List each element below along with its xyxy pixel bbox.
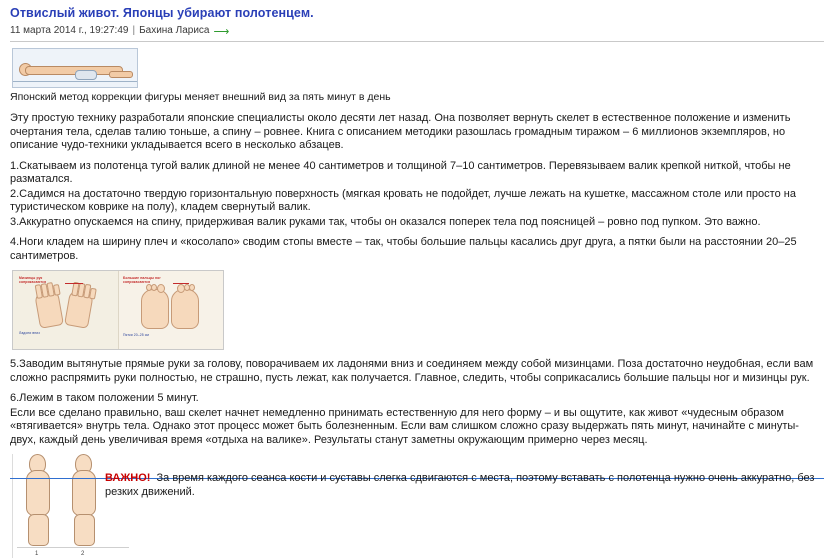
hands-blue-annotation: Ладони вниз	[19, 331, 40, 335]
paragraph-step-4: 4.Ноги кладем на ширину плеч и «косолапо» сводим стопы вместе – так, чтобы большие пальцы касались друг друга, а пятки были на расстоянии 20–25 сантиметров.	[10, 236, 797, 262]
paragraph-outro: Если все сделано правильно, ваш скелет начнет немедленно принимать естественную для него форму – и вы ощутите, как живот «чудесным образом «втягивается» внутрь тела. Однако этот процесс может быть болезненным. Если вам слишком сложно сразу выдержать пять минут, начинайте с минуты-двух, каждый день увеличивая время «отдыха на валике». Результаты станут заметны окружающим примерно через месяц.	[10, 406, 799, 446]
paragraph-step-6: 6.Лежим в таком положении 5 минут.	[10, 392, 199, 404]
legs-shape	[74, 514, 95, 546]
important-badge: ВАЖНО!	[105, 472, 151, 484]
arrow-right-icon[interactable]: ⟶	[213, 25, 230, 38]
figure-caption: Японский метод коррекции фигуры меняет внешний вид за пять минут в день	[10, 91, 391, 103]
post-author: Бахина Лариса	[139, 25, 210, 36]
paragraph-intro: Эту простую технику разработали японские специалисты около десяти лет назад. Она позволяет вернуть скелет в естественное положение и изменить очертания тела, сделав талию тоньше, а спину – ровнее. Книга с описанием методики разошлась громадным тиражом – 6 миллионов экземпляров, но описание чудо-техники укладывается всего в несколько абзацев.	[10, 112, 791, 151]
page-title: Отвислый живот. Японцы убирают полотенцем.	[10, 6, 314, 20]
figure-label-right: 2	[81, 551, 85, 557]
annotation-leader-line	[173, 283, 189, 284]
hands-red-annotation: Мизинцы рук соприкасаются	[19, 276, 47, 285]
legs-shape	[28, 514, 49, 546]
feet-red-annotation: Большие пальцы ног соприкасаются	[123, 276, 161, 285]
legs-shape	[109, 71, 133, 78]
paragraph-step-3: 3.Аккуратно опускаемся на спину, придерживая валик руками так, чтобы он оказался поперек тела под поясницей – ровно под пупком. Это важно.	[10, 215, 761, 228]
meta-divider	[10, 41, 824, 42]
post-date: 11 марта 2014 г., 19:27:49	[10, 25, 129, 36]
baseline	[17, 547, 129, 548]
post-meta	[10, 25, 824, 37]
figure-label-left: 1	[35, 551, 39, 557]
paragraph-step-2: 2.Садимся на достаточно твердую горизонтальную поверхность (мягкая кровать не подойдет, лучше лежать на кушетке, массажном столе или просто на туристическом коврике на полу), кладем свернутый валик.	[10, 187, 796, 213]
important-note	[105, 471, 824, 499]
torso-shape	[26, 470, 50, 516]
left-foot-shape	[141, 289, 169, 329]
person-lying-on-towel-roll-illustration	[12, 48, 138, 88]
annotation-leader-line	[65, 283, 83, 284]
toe-shape	[157, 284, 165, 293]
before-after-posture-illustration	[12, 454, 137, 558]
hands-and-feet-position-diagram	[12, 270, 224, 350]
torso-shape	[72, 470, 96, 516]
toe-shape	[189, 284, 195, 291]
right-foot-shape	[171, 289, 199, 329]
paragraph-step-1: 1.Скатываем из полотенца тугой валик длиной не менее 40 сантиметров и толщиной 7–10 сантиметров. Перевязываем валик крепкой ниткой, чтобы не разматался.	[10, 159, 791, 185]
feet-blue-annotation: Пятки 20–25 см	[123, 333, 149, 337]
important-text: За время каждого сеанса кости и суставы слегка сдвигаются с места, поэтому вставать с полотенца нужно очень аккуратно, без резких движений.	[105, 472, 815, 498]
toe-shape	[146, 284, 152, 291]
floor-line	[13, 81, 137, 82]
towel-roll-shape	[75, 70, 97, 80]
meta-separator: |	[132, 25, 136, 36]
paragraph-step-5: 5.Заводим вытянутые прямые руки за голову, поворачиваем их ладонями вниз и соединяем между собой мизинцами. Поза достаточно неудобная, если вам сложно распрямить руки полностью, не страшно, пусть лежат, как получается. Главное, следить, чтобы соприкасались большие пальцы ног и мизинцы рук.	[10, 358, 814, 384]
